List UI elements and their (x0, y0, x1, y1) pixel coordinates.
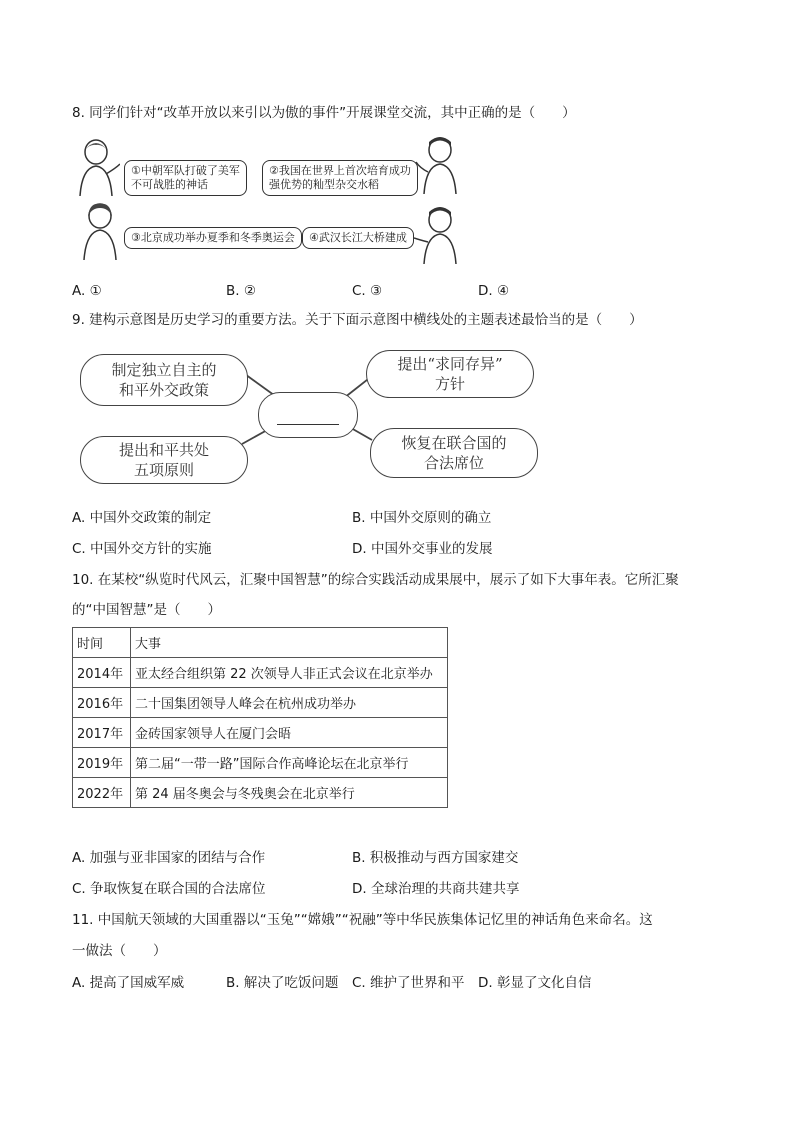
table-cell-year: 2017年 (73, 718, 131, 748)
table-row (73, 778, 448, 808)
option-d[interactable]: D. ④ (478, 283, 510, 299)
table-header-row (73, 628, 448, 658)
question-10-stem-line-1: 10. 在某校“纵览时代风云，汇聚中国智慧”的综合实践活动成果展中，展示了如下大事年表。它所汇聚 (72, 572, 679, 588)
events-table (72, 627, 448, 808)
question-11-stem-line-1: 11. 中国航天领域的大国重器以“玉兔”“嫦娥”“祝融”等中华民族集体记忆里的神话角色来命名。这 (72, 912, 653, 928)
speech-bubble-4: ④武汉长江大桥建成 (302, 227, 414, 249)
question-8-stem: 8. 同学们针对“改革开放以来引以为傲的事件”开展课堂交流，其中正确的是（ ） (72, 105, 576, 121)
option-c[interactable]: C. 维护了世界和平 (352, 975, 465, 991)
speech-bubble-2: ②我国在世界上首次培育成功 强优势的籼型杂交水稻 (262, 160, 418, 196)
table-cell-event: 第 24 届冬奥会与冬残奥会在北京举行 (131, 778, 448, 808)
option-a[interactable]: A. 中国外交政策的制定 (72, 510, 212, 526)
mind-map-node-bottom-left: 提出和平共处 五项原则 (80, 436, 248, 484)
option-b[interactable]: B. 解决了吃饭问题 (226, 975, 339, 991)
table-cell-event: 二十国集团领导人峰会在杭州成功举办 (131, 688, 448, 718)
option-b[interactable]: B. 中国外交原则的确立 (352, 510, 492, 526)
mind-map-node-top-left: 制定独立自主的 和平外交政策 (80, 354, 248, 406)
table-header: 大事 (131, 628, 448, 658)
speech-bubble-3: ③北京成功举办夏季和冬季奥运会 (124, 227, 302, 249)
option-c[interactable]: C. 争取恢复在联合国的合法席位 (72, 881, 266, 897)
question-11-stem-line-2: 一做法（ ） (72, 943, 167, 959)
option-d[interactable]: D. 全球治理的共商共建共享 (352, 881, 520, 897)
student-figure-1 (72, 138, 120, 196)
table-cell-event: 亚太经合组织第 22 次领导人非正式会议在北京举办 (131, 658, 448, 688)
question-9-stem: 9. 建构示意图是历史学习的重要方法。关于下面示意图中横线处的主题表述最恰当的是（ ） (72, 312, 643, 328)
table-row (73, 748, 448, 778)
option-b[interactable]: B. 积极推动与西方国家建交 (352, 850, 519, 866)
mind-map-center-blank (258, 392, 358, 438)
table-row (73, 658, 448, 688)
question-10-stem-line-2: 的“中国智慧”是（ ） (72, 602, 221, 618)
table-row (73, 688, 448, 718)
blank-line (277, 424, 339, 425)
mind-map-node-bottom-right: 恢复在联合国的 合法席位 (370, 428, 538, 478)
option-b[interactable]: B. ② (226, 283, 256, 299)
student-figure-4 (414, 206, 464, 264)
table-cell-year: 2019年 (73, 748, 131, 778)
option-a[interactable]: A. 加强与亚非国家的团结与合作 (72, 850, 266, 866)
table-cell-year: 2016年 (73, 688, 131, 718)
option-a[interactable]: A. 提高了国威军威 (72, 975, 185, 991)
option-c[interactable]: C. ③ (352, 283, 383, 299)
option-d[interactable]: D. 彰显了文化自信 (478, 975, 592, 991)
table-header: 时间 (73, 628, 131, 658)
mind-map-node-top-right: 提出“求同存异” 方针 (366, 350, 534, 398)
table-cell-event: 金砖国家领导人在厦门会晤 (131, 718, 448, 748)
option-c[interactable]: C. 中国外交方针的实施 (72, 541, 212, 557)
option-d[interactable]: D. 中国外交事业的发展 (352, 541, 493, 557)
option-a[interactable]: A. ① (72, 283, 102, 299)
table-row (73, 718, 448, 748)
table-cell-year: 2022年 (73, 778, 131, 808)
student-figure-3 (76, 202, 124, 260)
speech-bubble-1: ①中朝军队打破了美军 不可战胜的神话 (124, 160, 247, 196)
table-cell-year: 2014年 (73, 658, 131, 688)
student-figure-2 (414, 136, 464, 194)
table-cell-event: 第二届“一带一路”国际合作高峰论坛在北京举行 (131, 748, 448, 778)
